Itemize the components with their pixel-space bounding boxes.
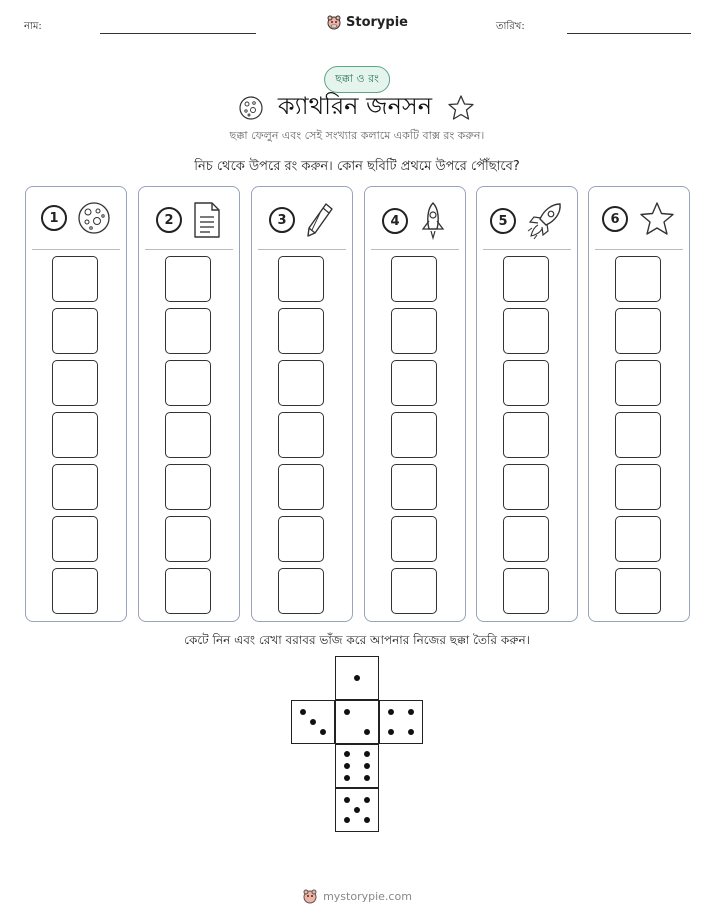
date-label: তারিখ:: [496, 21, 525, 32]
color-box[interactable]: [391, 256, 437, 302]
name-label: নাম:: [24, 21, 42, 32]
box-stack: [391, 256, 437, 620]
color-box[interactable]: [615, 308, 661, 354]
box-stack: [278, 256, 324, 620]
pip: [408, 709, 414, 715]
color-box[interactable]: [52, 308, 98, 354]
pip: [320, 729, 326, 735]
color-box[interactable]: [278, 568, 324, 614]
die-face-6: [335, 744, 379, 788]
color-box[interactable]: [165, 464, 211, 510]
pip: [364, 729, 370, 735]
pip: [344, 817, 350, 823]
moon-icon: [238, 95, 264, 121]
brand-name: Storypie: [346, 14, 408, 30]
rocket-launch-icon: [526, 201, 564, 241]
star-icon: [638, 201, 676, 237]
pip: [364, 763, 370, 769]
column-4: [364, 186, 466, 622]
pip: [300, 709, 306, 715]
column-divider: [371, 249, 459, 250]
pip: [364, 797, 370, 803]
pip: [344, 775, 350, 781]
pip: [354, 807, 360, 813]
color-box[interactable]: [615, 412, 661, 458]
column-number: 3: [269, 207, 295, 233]
page-title: ক্যাথরিন জনসন: [277, 92, 433, 120]
color-box[interactable]: [278, 464, 324, 510]
cut-instruction: কেটে নিন এবং রেখা বরাবর ভাঁজ করে আপনার নিজের ছক্কা তৈরি করুন।: [184, 633, 530, 647]
die-face-2: [335, 700, 379, 744]
title-row: [0, 88, 714, 128]
activity-badge: ছক্কা ও রং: [324, 66, 390, 93]
color-box[interactable]: [165, 568, 211, 614]
pip: [310, 719, 316, 725]
footer-url[interactable]: mystorypie.com: [323, 889, 412, 903]
color-box[interactable]: [278, 360, 324, 406]
pip: [344, 709, 350, 715]
storypie-logo-icon: [326, 14, 342, 30]
color-box[interactable]: [278, 412, 324, 458]
color-box[interactable]: [165, 308, 211, 354]
pip: [364, 775, 370, 781]
color-box[interactable]: [503, 464, 549, 510]
pip: [344, 751, 350, 757]
column-number: 6: [602, 206, 628, 232]
column-divider: [595, 249, 683, 250]
column-2: [138, 186, 240, 622]
die-face-4: [379, 700, 423, 744]
color-box[interactable]: [391, 412, 437, 458]
die-face-1: [335, 656, 379, 700]
color-box[interactable]: [391, 568, 437, 614]
color-box[interactable]: [615, 516, 661, 562]
color-box[interactable]: [165, 412, 211, 458]
pip: [354, 675, 360, 681]
color-box[interactable]: [503, 412, 549, 458]
box-stack: [52, 256, 98, 620]
pip: [344, 797, 350, 803]
box-stack: [165, 256, 211, 620]
die-face-5: [335, 788, 379, 832]
subtitle: ছক্কা ফেলুন এবং সেই সংখ্যার কলামে একটি বাক্স রং করুন।: [229, 129, 485, 142]
color-box[interactable]: [391, 360, 437, 406]
footer: [0, 888, 714, 904]
color-box[interactable]: [615, 360, 661, 406]
brand-logo: [326, 14, 408, 30]
color-box[interactable]: [165, 256, 211, 302]
color-box[interactable]: [52, 412, 98, 458]
column-number: 2: [156, 207, 182, 233]
column-number: 4: [382, 208, 408, 234]
rocket-icon: [418, 201, 448, 241]
die-face-3: [291, 700, 335, 744]
color-box[interactable]: [615, 464, 661, 510]
column-5: [476, 186, 578, 622]
document-icon: [192, 201, 222, 239]
box-stack: [503, 256, 549, 620]
color-box[interactable]: [615, 568, 661, 614]
color-box[interactable]: [52, 256, 98, 302]
color-box[interactable]: [165, 516, 211, 562]
pip: [408, 729, 414, 735]
pip: [364, 817, 370, 823]
pip: [364, 751, 370, 757]
column-number: 1: [41, 205, 67, 231]
color-box[interactable]: [391, 464, 437, 510]
color-box[interactable]: [52, 516, 98, 562]
storypie-logo-icon: [302, 888, 318, 904]
color-box[interactable]: [52, 360, 98, 406]
color-box[interactable]: [52, 568, 98, 614]
color-box[interactable]: [503, 360, 549, 406]
column-divider: [145, 249, 233, 250]
moon-icon: [77, 201, 111, 235]
color-box[interactable]: [52, 464, 98, 510]
column-divider: [483, 249, 571, 250]
color-box[interactable]: [165, 360, 211, 406]
color-box[interactable]: [391, 516, 437, 562]
pip: [344, 763, 350, 769]
color-box[interactable]: [503, 256, 549, 302]
color-box[interactable]: [503, 568, 549, 614]
column-number: 5: [490, 208, 516, 234]
dice-net: [290, 656, 426, 836]
pencil-icon: [305, 201, 335, 239]
column-6: [588, 186, 690, 622]
box-stack: [615, 256, 661, 620]
pip: [388, 709, 394, 715]
instruction: নিচ থেকে উপরে রং করুন। কোন ছবিটি প্রথমে উপরে পৌঁছাবে?: [194, 159, 520, 174]
color-box[interactable]: [278, 256, 324, 302]
column-3: [251, 186, 353, 622]
color-box[interactable]: [615, 256, 661, 302]
color-box[interactable]: [503, 516, 549, 562]
color-box[interactable]: [278, 516, 324, 562]
color-box[interactable]: [503, 308, 549, 354]
date-line[interactable]: [567, 33, 691, 34]
color-box[interactable]: [391, 308, 437, 354]
pip: [388, 729, 394, 735]
column-divider: [32, 249, 120, 250]
color-box[interactable]: [278, 308, 324, 354]
column-1: [25, 186, 127, 622]
star-icon: [446, 93, 476, 123]
column-divider: [258, 249, 346, 250]
name-line[interactable]: [100, 33, 256, 34]
